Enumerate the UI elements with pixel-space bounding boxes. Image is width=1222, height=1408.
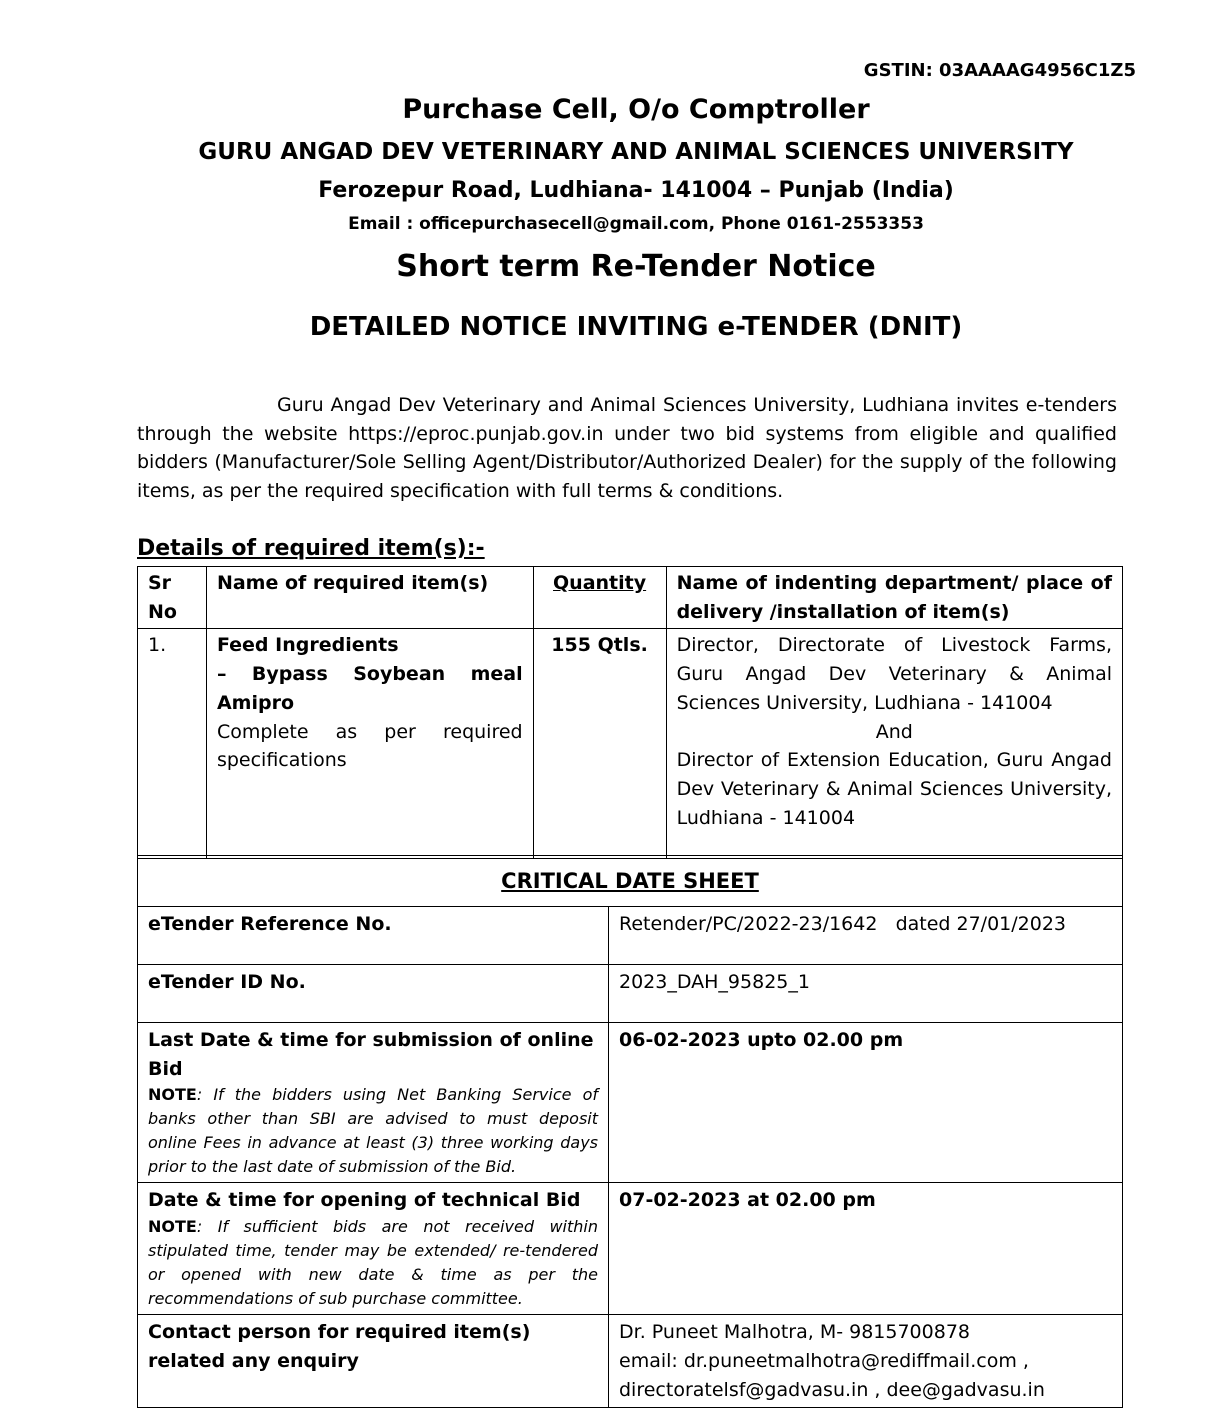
item-department-cell <box>666 629 1122 859</box>
item-name: – Bypass Soybean meal Amipro <box>216 663 523 714</box>
cds-title: CRITICAL DATE SHEET <box>138 856 1123 907</box>
contact-person: Dr. Puneet Malhotra, M- 9815700878 <box>619 1321 970 1344</box>
id-label: eTender ID No. <box>138 965 609 1023</box>
notice-title: Short term Re-Tender Notice <box>396 249 876 284</box>
header-department: Name of indenting department/ place of delivery /installation of item(s) <box>666 567 1122 629</box>
opening-date-note <box>148 1215 598 1311</box>
table-row <box>138 1183 1123 1315</box>
table-row <box>138 1315 1123 1408</box>
contact-label: Contact person for required item(s) related any enquiry <box>138 1315 609 1408</box>
last-date-note <box>148 1083 598 1179</box>
department-1: Director, Directorate of Livestock Farms, Guru Angad Dev Veterinary & Animal Sciences University, Ludhiana - 141004 <box>676 634 1112 714</box>
header-sr: Sr No <box>138 567 207 629</box>
item-name-cell <box>206 629 533 859</box>
note-prefix: NOTE <box>148 1217 197 1237</box>
contact-email-2: directoratelsf@gadvasu.in , dee@gadvasu.in <box>619 1378 1045 1401</box>
items-header-row <box>138 567 1123 629</box>
last-date-label: Last Date & time for submission of online Bid <box>148 1029 594 1080</box>
item-category: Feed Ingredients <box>216 634 399 657</box>
department-and: And <box>875 720 913 743</box>
opening-date-label: Date & time for opening of technical Bid <box>148 1189 581 1212</box>
table-row <box>138 965 1123 1023</box>
ref-label: eTender Reference No. <box>138 907 609 965</box>
id-value: 2023_DAH_95825_1 <box>609 965 1123 1023</box>
item-spec: Complete as per required specifications <box>216 720 523 772</box>
cds-title-row <box>138 856 1123 907</box>
office-name: Purchase Cell, O/o Comptroller <box>402 94 870 125</box>
university-name: GURU ANGAD DEV VETERINARY AND ANIMAL SCIENCES UNIVERSITY <box>198 139 1074 165</box>
opening-date-value: 07-02-2023 at 02.00 pm <box>609 1183 1123 1315</box>
item-quantity: 155 Qtls. <box>533 629 666 859</box>
department-2: Director of Extension Education, Guru Angad Dev Veterinary & Animal Sciences University, Ludhiana - 141004 <box>676 749 1112 829</box>
university-address: Ferozepur Road, Ludhiana- 141004 – Punjab (India) <box>318 178 954 203</box>
note-prefix: NOTE <box>148 1085 197 1105</box>
intro-text: Guru Angad Dev Veterinary and Animal Sciences University, Ludhiana invites e-tenders through the website https://eproc.punjab.gov.in under two bid systems from eligible and qualified bidders (Manufacturer/Sole Selling Agent/Distributor/Authorized Dealer) for the supply of the following items, as per the required specification with full terms & conditions. <box>137 394 1117 503</box>
intro-paragraph <box>137 391 1117 506</box>
contact-value <box>609 1315 1123 1408</box>
last-date-cell <box>138 1023 609 1183</box>
table-row <box>138 907 1123 965</box>
opening-date-cell <box>138 1183 609 1315</box>
header-name: Name of required item(s) <box>206 567 533 629</box>
critical-date-sheet <box>137 855 1123 1408</box>
items-table <box>137 566 1123 859</box>
note-text: : If the bidders using Net Banking Service of banks other than SBI are advised to must deposit online Fees in advance at least (3) three working days prior to the last date of submission of the Bid. <box>148 1085 598 1177</box>
header-quantity: Quantity <box>533 567 666 629</box>
last-date-value: 06-02-2023 upto 02.00 pm <box>609 1023 1123 1183</box>
contact-line: Email : officepurchasecell@gmail.com, Phone 0161-2553353 <box>348 214 924 234</box>
item-sr: 1. <box>138 629 207 859</box>
ref-value: Retender/PC/2022-23/1642 dated 27/01/2023 <box>609 907 1123 965</box>
table-row <box>138 629 1123 859</box>
contact-email-1: email: dr.puneetmalhotra@rediffmail.com , <box>619 1349 1029 1372</box>
details-heading: Details of required item(s):- <box>137 536 485 561</box>
table-row <box>138 1023 1123 1183</box>
notice-subtitle: DETAILED NOTICE INVITING e-TENDER (DNIT) <box>309 312 963 342</box>
note-text: : If sufficient bids are not received within stipulated time, tender may be extended/ re-tendered or opened with new date & time as per the recommendations of sub purchase committee. <box>148 1217 598 1309</box>
gstin-number: GSTIN: 03AAAAG4956C1Z5 <box>863 60 1136 81</box>
